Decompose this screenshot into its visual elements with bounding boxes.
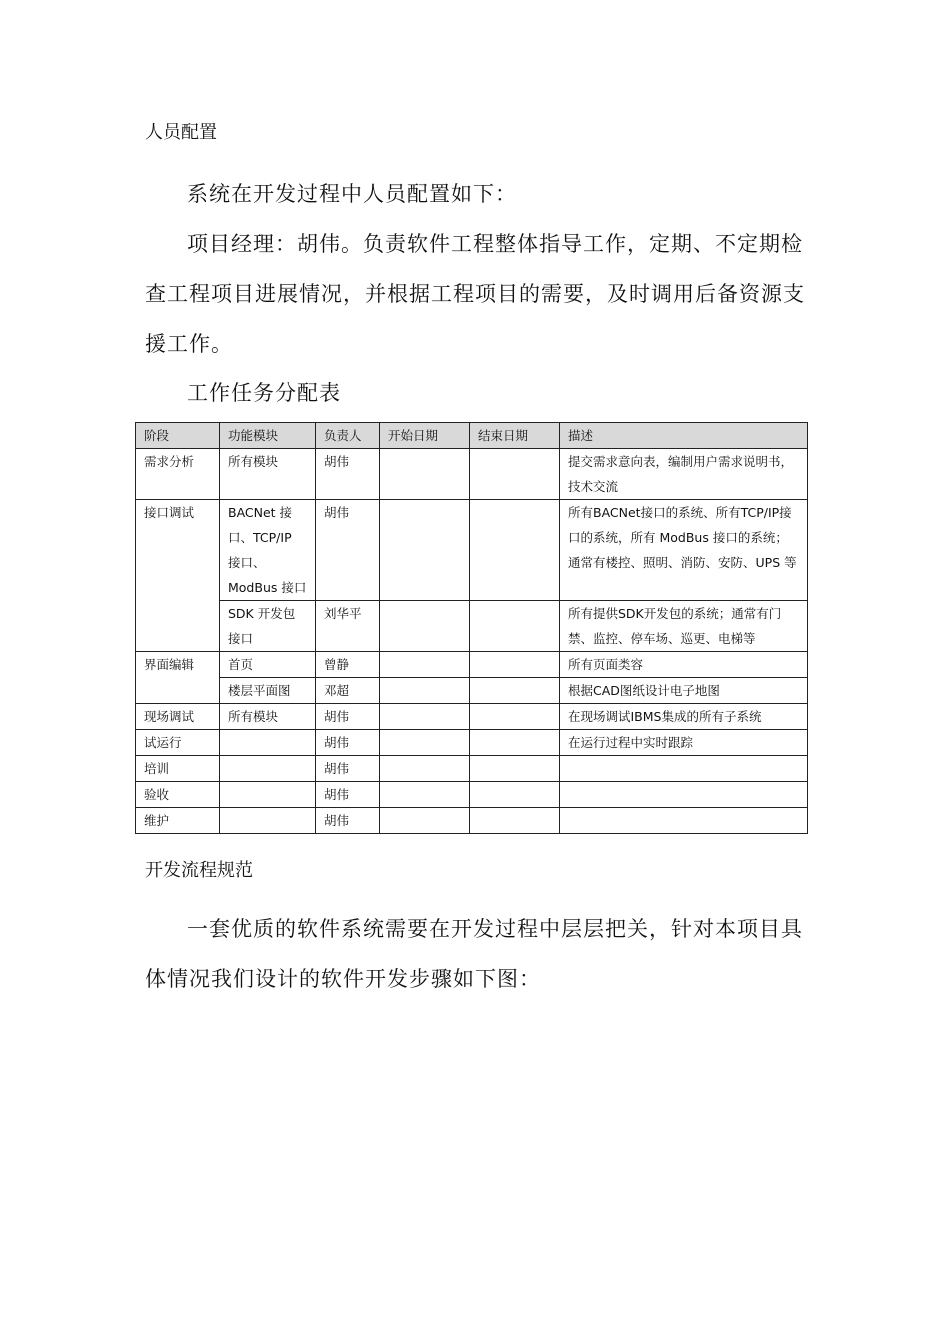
cell-module: 所有模块 — [220, 704, 316, 730]
cell-start — [380, 704, 470, 730]
para-dev-process: 一套优质的软件系统需要在开发过程中层层把关，针对本项目具体情况我们设计的软件开发步骤如下图： — [145, 917, 803, 991]
cell-stage: 维护 — [136, 808, 220, 834]
cell-module — [220, 756, 316, 782]
cell-description: 所有提供SDK开发包的系统；通常有门禁、监控、停车场、巡更、电梯等 — [560, 601, 808, 652]
cell-owner: 刘华平 — [316, 601, 380, 652]
heading-staff-config: 人员配置 — [145, 122, 217, 143]
cell-module: SDK 开发包接口 — [220, 601, 316, 652]
cell-stage: 界面编辑 — [136, 652, 220, 704]
cell-owner: 邓超 — [316, 678, 380, 704]
cell-owner: 胡伟 — [316, 500, 380, 601]
cell-end — [470, 652, 560, 678]
cell-start — [380, 449, 470, 500]
cell-stage: 试运行 — [136, 730, 220, 756]
table-row — [136, 704, 808, 730]
cell-module — [220, 782, 316, 808]
cell-owner: 胡伟 — [316, 782, 380, 808]
cell-description: 在运行过程中实时跟踪 — [560, 730, 808, 756]
table-row — [136, 500, 808, 601]
cell-description: 所有页面类容 — [560, 652, 808, 678]
cell-stage: 接口调试 — [136, 500, 220, 652]
table-row — [136, 601, 808, 652]
cell-owner: 胡伟 — [316, 704, 380, 730]
cell-module — [220, 808, 316, 834]
cell-end — [470, 782, 560, 808]
cell-description — [560, 808, 808, 834]
cell-end — [470, 678, 560, 704]
cell-module: 所有模块 — [220, 449, 316, 500]
cell-end — [470, 500, 560, 601]
cell-owner: 胡伟 — [316, 756, 380, 782]
header-owner: 负责人 — [316, 423, 380, 449]
cell-start — [380, 601, 470, 652]
cell-end — [470, 808, 560, 834]
cell-start — [380, 756, 470, 782]
cell-module: BACNet 接口、TCP/IP 接口、ModBus 接口 — [220, 500, 316, 601]
heading-dev-process: 开发流程规范 — [145, 860, 253, 881]
cell-start — [380, 500, 470, 601]
cell-owner: 胡伟 — [316, 730, 380, 756]
cell-module: 楼层平面图 — [220, 678, 316, 704]
cell-start — [380, 808, 470, 834]
table-row — [136, 652, 808, 678]
header-module: 功能模块 — [220, 423, 316, 449]
table-row — [136, 449, 808, 500]
header-stage: 阶段 — [136, 423, 220, 449]
cell-module: 首页 — [220, 652, 316, 678]
header-description: 描述 — [560, 423, 808, 449]
table-row — [136, 808, 808, 834]
cell-end — [470, 704, 560, 730]
cell-start — [380, 652, 470, 678]
cell-stage: 需求分析 — [136, 449, 220, 500]
cell-description: 提交需求意向表，编制用户需求说明书，技术交流 — [560, 449, 808, 500]
cell-end — [470, 449, 560, 500]
para-staff-intro: 系统在开发过程中人员配置如下： — [187, 182, 517, 206]
table-row — [136, 756, 808, 782]
cell-stage: 验收 — [136, 782, 220, 808]
cell-description — [560, 756, 808, 782]
cell-start — [380, 730, 470, 756]
cell-stage: 培训 — [136, 756, 220, 782]
cell-owner: 胡伟 — [316, 808, 380, 834]
header-end-date: 结束日期 — [470, 423, 560, 449]
cell-owner: 胡伟 — [316, 449, 380, 500]
task-assignment-table — [135, 422, 808, 834]
cell-start — [380, 782, 470, 808]
cell-stage: 现场调试 — [136, 704, 220, 730]
table-header-row — [136, 423, 808, 449]
cell-description: 根据CAD图纸设计电子地图 — [560, 678, 808, 704]
cell-description — [560, 782, 808, 808]
cell-description: 所有BACNet接口的系统、所有TCP/IP接口的系统，所有 ModBus 接口的系统；通常有楼控、照明、消防、安防、UPS 等 — [560, 500, 808, 601]
table-row — [136, 782, 808, 808]
table-caption: 工作任务分配表 — [187, 381, 341, 405]
cell-description: 在现场调试IBMS集成的所有子系统 — [560, 704, 808, 730]
cell-start — [380, 678, 470, 704]
cell-module — [220, 730, 316, 756]
para-project-manager: 项目经理：胡伟。负责软件工程整体指导工作，定期、不定期检查工程项目进展情况，并根据工程项目的需要，及时调用后备资源支援工作。 — [145, 232, 805, 356]
cell-end — [470, 756, 560, 782]
table-row — [136, 678, 808, 704]
cell-owner: 曾静 — [316, 652, 380, 678]
table-row — [136, 730, 808, 756]
cell-end — [470, 730, 560, 756]
header-start-date: 开始日期 — [380, 423, 470, 449]
cell-end — [470, 601, 560, 652]
